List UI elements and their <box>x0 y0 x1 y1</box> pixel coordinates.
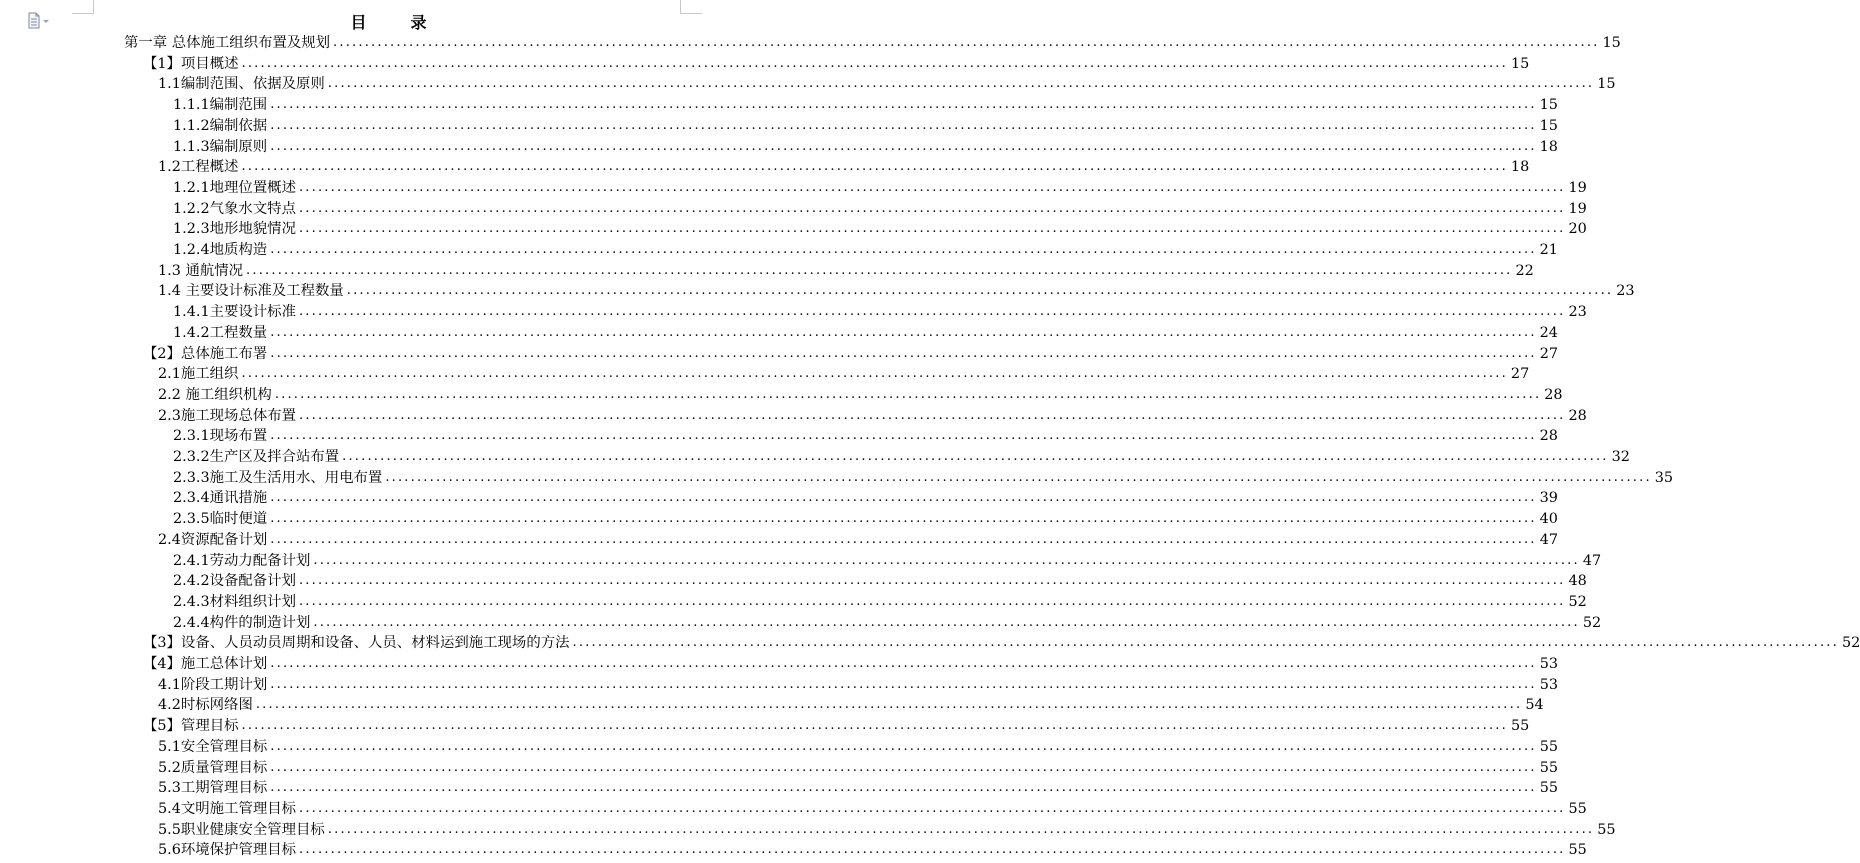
toc-entry-label: 1.1.3编制原则 <box>173 138 268 155</box>
toc-entry-label: 2.3.3施工及生活用水、用电布置 <box>173 469 383 486</box>
toc-entry-page-number: 15 <box>1539 117 1558 134</box>
toc-entry-label: 2.4.3材料组织计划 <box>173 593 296 610</box>
toc-entry-page-number: 19 <box>1568 200 1587 217</box>
toc-leader-dots: ........................................................................................................................................................................................................ <box>241 55 1508 71</box>
toc-leader-dots: ........................................................................................................................................................................................................ <box>270 511 1537 527</box>
toc-entry-page-number: 27 <box>1539 345 1559 362</box>
toc-entry-page-number: 55 <box>1539 759 1559 776</box>
toc-entry-page-number: 23 <box>1616 283 1635 300</box>
toc-entry-page-number: 47 <box>1582 552 1602 569</box>
toc-leader-dots: ........................................................................................................................................................................................................ <box>299 842 1566 858</box>
toc-entry[interactable] <box>158 74 1616 95</box>
toc-entry-page-number: 24 <box>1539 324 1558 341</box>
toc-leader-dots: ........................................................................................................................................................................................................ <box>298 304 1566 320</box>
toc-leader-dots: ........................................................................................................................................................................................................ <box>270 324 1537 340</box>
toc-entry-label: 【1】项目概述 <box>143 55 239 72</box>
toc-entry-label: 2.4.4构件的制造计划 <box>173 614 311 631</box>
toc-entry[interactable] <box>173 447 1630 468</box>
toc-leader-dots: ........................................................................................................................................................................................................ <box>270 656 1537 671</box>
toc-leader-dots: ........................................................................................................................................................................................................ <box>346 283 1614 299</box>
toc-entry-page-number: 23 <box>1568 304 1587 321</box>
toc-entry-label: 5.4文明施工管理目标 <box>158 800 297 817</box>
toc-entry-label: 1.1编制范围、依据及原则 <box>158 76 325 93</box>
toc-entry-label: 1.1.1编制范围 <box>173 97 268 114</box>
toc-leader-dots: ........................................................................................................................................................................................................ <box>270 759 1537 775</box>
toc-leader-dots: ........................................................................................................................................................................................................ <box>327 76 1595 92</box>
toc-entry-label: 2.4.2设备配备计划 <box>173 573 296 590</box>
toc-leader-dots: ........................................................................................................................................................................................................ <box>333 35 1600 50</box>
toc-entry-page-number: 15 <box>1597 76 1616 93</box>
toc-leader-dots: ........................................................................................................................................................................................................ <box>270 676 1537 692</box>
toc-entry-label: 2.4资源配备计划 <box>158 531 268 548</box>
toc-entry[interactable] <box>173 551 1602 572</box>
toc-entry-label: 2.3.4通讯措施 <box>173 490 268 507</box>
toc-entry-page-number: 55 <box>1568 842 1587 859</box>
toc-entry-label: 第一章 总体施工组织布置及规划 <box>124 35 331 51</box>
toc-entry[interactable] <box>173 302 1587 323</box>
toc-entry-label: 1.4 主要设计标准及工程数量 <box>158 283 344 300</box>
toc-leader-dots: ........................................................................................................................................................................................................ <box>298 221 1566 237</box>
toc-entry-label: 1.4.1主要设计标准 <box>173 304 296 321</box>
toc-entry-label: 2.2 施工组织机构 <box>158 386 272 403</box>
toc-leader-dots: ........................................................................................................................................................................................................ <box>385 469 1652 485</box>
toc-entry[interactable] <box>173 488 1558 509</box>
toc-leader-dots: ........................................................................................................................................................................................................ <box>298 593 1566 609</box>
toc-entry[interactable] <box>143 654 1559 675</box>
toc-leader-dots: ........................................................................................................................................................................................................ <box>241 366 1508 382</box>
toc-entry[interactable] <box>173 178 1587 199</box>
toc-entry[interactable] <box>173 426 1558 447</box>
toc-entry[interactable] <box>143 54 1530 75</box>
toc-entry[interactable] <box>158 385 1563 406</box>
toc-entry-page-number: 55 <box>1510 718 1530 735</box>
toc-entry-label: 【4】施工总体计划 <box>143 656 268 672</box>
toc-entry-label: 【5】管理目标 <box>143 718 239 735</box>
toc-entry-label: 2.1施工组织 <box>158 366 239 383</box>
toc-leader-dots: ........................................................................................................................................................................................................ <box>572 635 1839 651</box>
toc-entry-page-number: 28 <box>1544 386 1563 403</box>
toc-entry[interactable] <box>124 33 1621 54</box>
toc-entry-page-number: 19 <box>1568 179 1587 196</box>
toc-entry[interactable] <box>173 137 1558 158</box>
toc-leader-dots: ........................................................................................................................................................................................................ <box>298 573 1566 589</box>
toc-entry-page-number: 32 <box>1611 449 1630 465</box>
toc-leader-dots: ........................................................................................................................................................................................................ <box>270 242 1537 257</box>
toc-entry[interactable] <box>158 695 1544 716</box>
toc-entry[interactable] <box>158 758 1559 779</box>
toc-entry[interactable] <box>158 737 1559 758</box>
toc-entry-label: 2.3.2生产区及拌合站布置 <box>173 449 340 465</box>
toc-entry[interactable] <box>143 633 1860 654</box>
toc-entry[interactable] <box>173 613 1602 634</box>
toc-entry-label: 2.4.1劳动力配备计划 <box>173 552 311 569</box>
toc-entry-label: 5.3工期管理目标 <box>158 780 268 797</box>
toc-leader-dots: ........................................................................................................................................................................................................ <box>270 97 1537 113</box>
toc-entry[interactable] <box>173 592 1587 613</box>
toc-entry-label: 【2】总体施工布署 <box>143 345 268 362</box>
toc-entry[interactable] <box>173 95 1558 116</box>
toc-leader-dots: ........................................................................................................................................................................................................ <box>255 697 1523 713</box>
toc-entry-label: 1.2.3地形地貌情况 <box>173 221 296 238</box>
toc-entry[interactable] <box>173 219 1587 240</box>
toc-entry[interactable] <box>173 509 1558 530</box>
toc-leader-dots: ........................................................................................................................................................................................................ <box>342 449 1609 464</box>
toc-entry-page-number: 15 <box>1602 35 1621 51</box>
toc-leader-dots: ........................................................................................................................................................................................................ <box>270 117 1537 133</box>
toc-entry-page-number: 18 <box>1539 138 1558 155</box>
toc-entry[interactable] <box>158 820 1616 841</box>
toc-entry-page-number: 55 <box>1539 738 1559 755</box>
toc-entry-label: 1.2工程概述 <box>158 159 239 176</box>
toc-entry-label: 1.2.1地理位置概述 <box>173 179 296 196</box>
toc-leader-dots: ........................................................................................................................................................................................................ <box>298 179 1566 195</box>
toc-entry-label: 1.2.2气象水文特点 <box>173 200 296 217</box>
toc-entry[interactable] <box>173 116 1558 137</box>
toc-entry-page-number: 48 <box>1568 573 1587 590</box>
toc-leader-dots: ........................................................................................................................................................................................................ <box>298 200 1566 216</box>
toc-leader-dots: ........................................................................................................................................................................................................ <box>270 738 1537 754</box>
toc-entry[interactable] <box>173 199 1587 220</box>
toc-entry-label: 5.1安全管理目标 <box>158 738 268 755</box>
page-title: 目 录 <box>350 13 441 32</box>
toc-leader-dots: ........................................................................................................................................................................................................ <box>299 800 1566 816</box>
toc-entry[interactable] <box>158 675 1559 696</box>
toc-entry-page-number: 39 <box>1539 490 1558 507</box>
toc-entry[interactable] <box>158 530 1559 551</box>
toc-leader-dots: ........................................................................................................................................................................................................ <box>327 821 1595 837</box>
toc-entry-page-number: 27 <box>1510 366 1530 383</box>
toc-entry[interactable] <box>173 468 1674 489</box>
toc-entry-page-number: 22 <box>1515 262 1534 279</box>
toc-entry-label: 4.1阶段工期计划 <box>158 676 268 693</box>
toc-entry[interactable] <box>158 261 1534 282</box>
toc-entry-page-number: 55 <box>1597 821 1616 838</box>
toc-entry-label: 5.6环境保护管理目标 <box>158 842 297 859</box>
toc-entry-label: 5.5职业健康安全管理目标 <box>158 821 325 838</box>
toc-entry-label: 5.2质量管理目标 <box>158 759 268 776</box>
toc-entry-page-number: 54 <box>1525 697 1544 714</box>
toc-entry-page-number: 52 <box>1582 614 1602 631</box>
toc-entry-label: 1.4.2工程数量 <box>173 324 268 341</box>
toc-entry-page-number: 52 <box>1568 593 1587 610</box>
toc-leader-dots: ........................................................................................................................................................................................................ <box>313 552 1580 568</box>
toc-entry[interactable] <box>143 344 1559 365</box>
toc-leader-dots: ........................................................................................................................................................................................................ <box>299 407 1566 423</box>
toc-entry-page-number: 55 <box>1568 800 1587 817</box>
toc-entry-page-number: 18 <box>1510 159 1530 176</box>
toc-entry-label: 2.3.1现场布置 <box>173 428 268 445</box>
toc-entry[interactable] <box>158 799 1587 820</box>
toc-leader-dots: ........................................................................................................................................................................................................ <box>246 262 1513 278</box>
toc-entry-page-number: 28 <box>1539 428 1558 445</box>
toc-entry[interactable] <box>173 240 1558 261</box>
toc-entry[interactable] <box>158 157 1530 178</box>
toc-leader-dots: ........................................................................................................................................................................................................ <box>241 718 1508 734</box>
toc-entry-label: 1.3 通航情况 <box>158 262 244 279</box>
toc-leader-dots: ........................................................................................................................................................................................................ <box>270 345 1537 361</box>
toc-leader-dots: ........................................................................................................................................................................................................ <box>270 428 1537 444</box>
toc-leader-dots: ........................................................................................................................................................................................................ <box>270 780 1537 796</box>
toc-leader-dots: ........................................................................................................................................................................................................ <box>241 159 1508 175</box>
toc-entry[interactable] <box>158 778 1559 799</box>
toc-leader-dots: ........................................................................................................................................................................................................ <box>270 138 1537 154</box>
toc-entry-page-number: 21 <box>1539 242 1558 258</box>
toc-entry-page-number: 15 <box>1539 97 1558 114</box>
toc-entry-page-number: 47 <box>1539 531 1559 548</box>
toc-entry[interactable] <box>173 323 1558 344</box>
toc-entry-page-number: 28 <box>1568 407 1587 424</box>
toc-leader-dots: ........................................................................................................................................................................................................ <box>270 490 1537 506</box>
toc-entry-page-number: 35 <box>1654 469 1674 486</box>
toc-entry-page-number: 52 <box>1841 635 1860 652</box>
toc-entry[interactable] <box>173 571 1587 592</box>
toc-entry-page-number: 53 <box>1539 676 1559 693</box>
toc-entry-page-number: 15 <box>1510 55 1530 72</box>
toc-entry-label: 2.3施工现场总体布置 <box>158 407 297 424</box>
toc-entry[interactable] <box>158 364 1530 385</box>
toc-leader-dots: ........................................................................................................................................................................................................ <box>313 614 1580 630</box>
toc-entry-label: 2.3.5临时便道 <box>173 511 268 528</box>
toc-entry-page-number: 53 <box>1539 656 1559 672</box>
toc-leader-dots: ........................................................................................................................................................................................................ <box>270 531 1537 547</box>
toc-entry[interactable] <box>158 840 1587 861</box>
toc-leader-dots: ........................................................................................................................................................................................................ <box>274 386 1542 402</box>
toc-entry[interactable] <box>143 716 1530 737</box>
toc-entry-page-number: 20 <box>1568 221 1587 238</box>
toc-entry-label: 【3】设备、人员动员周期和设备、人员、材料运到施工现场的方法 <box>143 635 570 652</box>
toc-entry-label: 1.2.4地质构造 <box>173 242 268 258</box>
toc-entry[interactable] <box>158 281 1635 302</box>
toc-entry-page-number: 40 <box>1539 511 1558 528</box>
toc-entry-label: 1.1.2编制依据 <box>173 117 268 134</box>
toc-entry-label: 4.2时标网络图 <box>158 697 253 714</box>
toc-entry[interactable] <box>158 406 1587 427</box>
toc-entry-page-number: 55 <box>1539 780 1559 797</box>
